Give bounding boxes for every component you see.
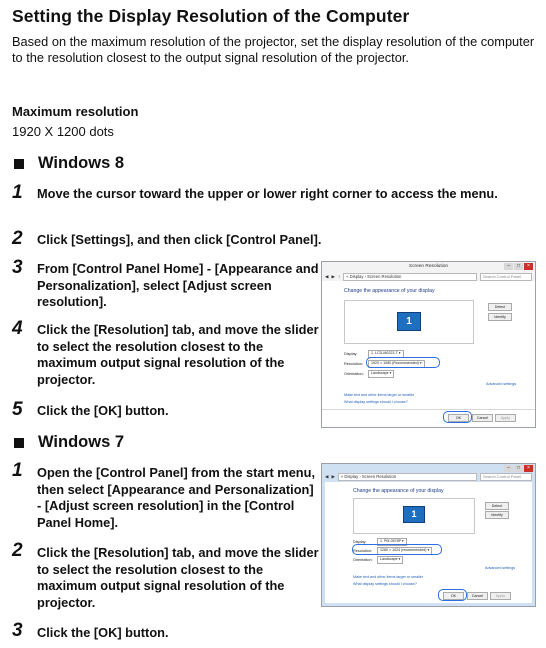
step-text: Move the cursor toward the upper or lower right corner to access the menu. (37, 186, 498, 201)
max-resolution-label: Maximum resolution (12, 104, 139, 119)
intro-paragraph: Based on the maximum resolution of the projector, set the display resolution of the computer to the resolution closest to the output signal resolution of the projector. (12, 34, 535, 65)
divider (322, 409, 535, 410)
orientation-label: Orientation: (344, 371, 364, 376)
resolution-dropdown: 1280 × 1024 (recommended) ▾ (377, 547, 432, 555)
square-bullet-icon (14, 438, 24, 448)
content-panel (322, 281, 535, 427)
minimize-icon: – (504, 465, 513, 472)
navigation-bar (322, 272, 535, 281)
window-title: Screen Resolution (408, 264, 449, 269)
cancel-button: Cancel (467, 592, 488, 600)
screen-resolution-screenshot-win8 (321, 261, 536, 428)
back-arrow-icon: ◀ (325, 473, 329, 479)
step-text: Click the [Resolution] tab, and move the slider to select the resolution closest to the maximum output signal resolution of the projector. (37, 545, 319, 610)
step-text: Click [Settings], and then click [Control Panel]. (37, 232, 322, 247)
orientation-row (344, 370, 394, 378)
cancel-button: Cancel (472, 414, 493, 422)
step-number: 2 (12, 540, 23, 561)
step-text: Open the [Control Panel] from the start menu, then select [Appearance and Personalization] - [Adjust screen resolution] in the [Control Panel Home]. (37, 465, 315, 530)
resolution-highlight-ring (366, 357, 440, 368)
window-titlebar (322, 464, 535, 472)
minimize-icon: – (504, 263, 513, 270)
orientation-row (353, 556, 403, 564)
apply-button: Apply (490, 592, 511, 600)
step-number: 1 (12, 460, 23, 481)
address-bar: « Display › Screen Resolution (338, 473, 477, 481)
step-text: Click the [Resolution] tab, and move the slider to select the resolution closest to the maximum output signal resolution of the projector. (37, 322, 319, 387)
monitor-icon: 1 (397, 312, 421, 331)
step-text: From [Control Panel Home] - [Appearance and Personalization], select [Adjust screen resolution]. (37, 261, 319, 309)
step-number: 3 (12, 257, 23, 278)
step-number: 1 (12, 182, 23, 203)
identify-button: Identify (488, 313, 512, 321)
section-title: Windows 8 (38, 154, 125, 172)
max-resolution-value: 1920 X 1200 dots (12, 124, 114, 139)
ok-highlight-ring (438, 589, 467, 601)
monitor-preview (344, 300, 474, 344)
display-dropdown: 1. LCD-M0223-T ▾ (368, 350, 404, 358)
step-number: 2 (12, 228, 23, 249)
detect-button: Detect (488, 303, 512, 311)
close-icon: × (524, 465, 533, 472)
advanced-settings-link: Advanced settings (485, 566, 516, 570)
forward-arrow-icon: ▶ (331, 273, 335, 279)
forward-arrow-icon: ▶ (331, 473, 335, 479)
screen-resolution-screenshot-win7 (321, 463, 536, 607)
detect-button: Detect (485, 502, 509, 510)
apply-button: Apply (495, 414, 516, 422)
step-number: 3 (12, 620, 23, 641)
resolution-label: Resolution: (344, 361, 363, 366)
identify-button: Identify (485, 511, 509, 519)
address-bar: « Display › Screen Resolution (343, 273, 477, 281)
display-label: Display: (353, 539, 367, 544)
step-text: Click the [OK] button. (37, 403, 169, 418)
section-title: Windows 7 (38, 433, 125, 451)
monitor-icon: 1 (403, 506, 425, 523)
orientation-label: Orientation: (353, 557, 373, 562)
orientation-dropdown: Landscape ▾ (377, 556, 403, 564)
panel-heading: Change the appearance of your display (344, 288, 435, 294)
text-size-link: Make text and other items larger or smaller (353, 575, 424, 579)
search-box: Search Control Panel (480, 473, 532, 481)
advanced-settings-link: Advanced settings (486, 382, 517, 386)
text-size-link: Make text and other items larger or smaller (344, 393, 415, 397)
content-panel (325, 482, 532, 603)
display-settings-help-link: What display settings should I choose? (353, 582, 417, 586)
search-box: Search Control Panel (480, 273, 532, 281)
navigation-bar (322, 472, 535, 481)
section-windows7-heading (12, 433, 124, 452)
maximize-icon: □ (514, 263, 523, 270)
close-icon: × (524, 263, 533, 270)
ok-button: OK (448, 414, 469, 422)
ok-button: OK (443, 592, 464, 600)
display-label: Display: (344, 351, 358, 356)
window-titlebar (322, 262, 535, 272)
square-bullet-icon (14, 159, 24, 169)
maximize-icon: □ (514, 465, 523, 472)
resolution-label: Resolution: (353, 548, 372, 553)
up-arrow-icon: ↑ (337, 274, 341, 279)
panel-heading: Change the appearance of your display (353, 488, 444, 494)
resolution-highlight-ring (352, 544, 442, 555)
step-number: 5 (12, 399, 23, 420)
step-number: 4 (12, 318, 23, 339)
ok-highlight-ring (443, 411, 472, 423)
section-windows8-heading (12, 154, 124, 173)
back-arrow-icon: ◀ (325, 273, 329, 279)
monitor-preview (353, 498, 475, 534)
orientation-dropdown: Landscape ▾ (368, 370, 394, 378)
display-dropdown: 1. PM-0578P ▾ (377, 538, 407, 546)
page-title: Setting the Display Resolution of the Computer (12, 6, 410, 26)
step-text: Click the [OK] button. (37, 625, 169, 640)
resolution-dropdown: 1920 × 1080 (Recommended) ▾ (368, 360, 425, 368)
display-settings-help-link: What display settings should I choose? (344, 400, 408, 404)
